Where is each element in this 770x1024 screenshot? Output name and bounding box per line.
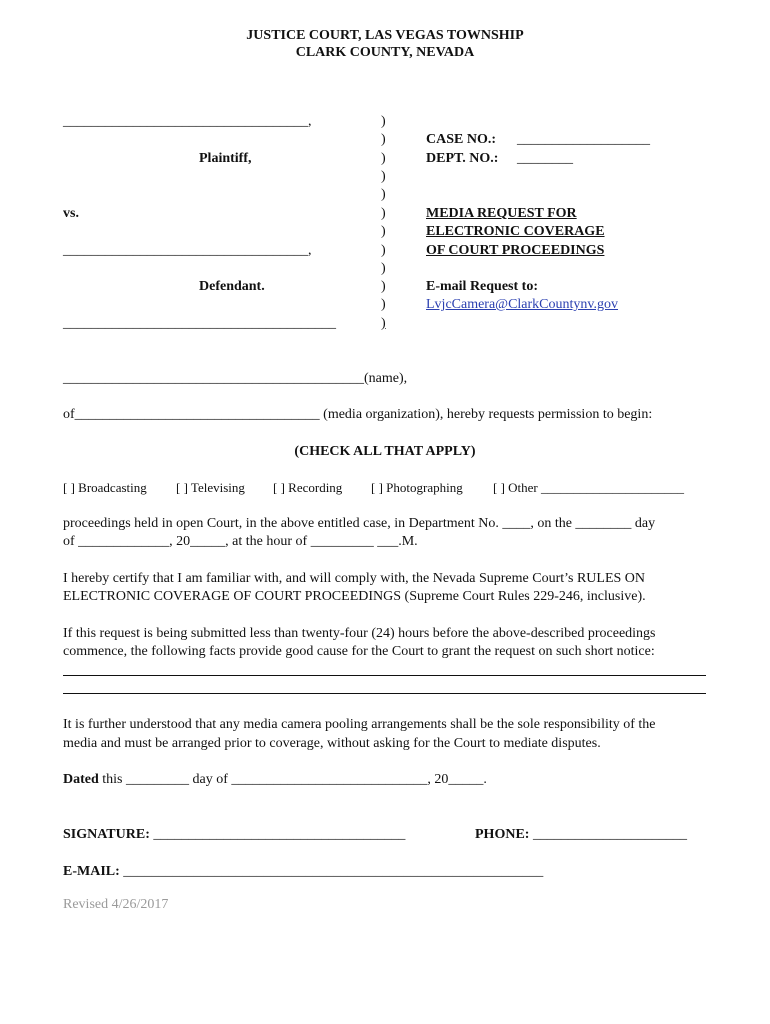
good-cause-field-line2[interactable] xyxy=(63,693,706,694)
signature-label: SIGNATURE: xyxy=(63,827,150,842)
dept-no-field[interactable]: ________ xyxy=(517,151,573,166)
email-line[interactable] xyxy=(63,864,543,880)
short-notice-line2: commence, the following facts provide good cause for the Court to grant the request on such short notice: xyxy=(63,644,655,659)
vs-label: vs. xyxy=(63,206,79,221)
certify-line1: I hereby certify that I am familiar with, and will comply with, the Nevada Supreme Court’s RULES ON xyxy=(63,571,646,586)
requester-name-field[interactable]: ___________________________________________(name), xyxy=(63,371,408,386)
caption-paren: ) xyxy=(381,243,386,258)
form-title-line3: OF COURT PROCEEDINGS xyxy=(426,243,605,258)
media-organization-field[interactable]: of___________________________________ (media organization), hereby requests permission to begin: xyxy=(63,407,653,422)
defendant-label: Defendant. xyxy=(199,279,265,294)
certify-line2: ELECTRONIC COVERAGE OF COURT PROCEEDINGS (Supreme Court Rules 229-246, inclusive). xyxy=(63,589,646,604)
short-notice-line1: If this request is being submitted less than twenty-four (24) hours before the above-described proceedings xyxy=(63,626,656,641)
check-all-heading: (CHECK ALL THAT APPLY) xyxy=(294,444,476,459)
proceedings-line1: proceedings held in open Court, in the above entitled case, in Department No. ____, on the ________ day xyxy=(63,516,656,531)
plaintiff-label: Plaintiff, xyxy=(199,151,252,166)
dated-field[interactable]: this _________ day of ____________________________, 20_____. xyxy=(98,772,487,787)
caption-paren: ) xyxy=(381,151,386,166)
pooling-line2: media and must be arranged prior to coverage, without asking for the Court to mediate disputes. xyxy=(63,736,601,751)
form-title-line1: MEDIA REQUEST FOR xyxy=(426,206,577,221)
option-other-checkbox[interactable]: [ ] Other ______________________ xyxy=(493,480,685,495)
caption-paren: ) xyxy=(381,224,386,239)
caption-paren: ) xyxy=(381,114,386,129)
email-request-label: E-mail Request to: xyxy=(426,279,538,294)
phone-field[interactable]: ______________________ xyxy=(529,827,687,842)
defendant-name-field[interactable]: ___________________________________, xyxy=(63,243,312,258)
caption-paren: ) xyxy=(381,297,386,312)
caption-paren: ) xyxy=(381,279,386,294)
caption-paren: ) xyxy=(381,169,386,184)
email-field[interactable]: ____________________________________________________________ xyxy=(119,864,544,879)
proceedings-line2: of _____________, 20_____, at the hour of _________ ___.M. xyxy=(63,534,418,549)
case-no-label: CASE NO.: xyxy=(426,132,497,147)
pooling-line1: It is further understood that any media camera pooling arrangements shall be the sole responsibility of the xyxy=(63,717,656,732)
dated-line[interactable] xyxy=(63,772,487,788)
signature-line[interactable] xyxy=(63,827,405,843)
good-cause-field-line1[interactable] xyxy=(63,675,706,676)
email-label: E-MAIL: xyxy=(63,864,120,879)
option-recording-checkbox[interactable]: [ ] Recording xyxy=(273,480,343,495)
caption-paren-last: ) xyxy=(381,316,386,331)
dated-label: Dated xyxy=(63,772,99,787)
caption-bottom-line: _______________________________________ xyxy=(63,316,336,331)
plaintiff-name-field[interactable]: ___________________________________, xyxy=(63,114,312,129)
county-name: CLARK COUNTY, NEVADA xyxy=(295,45,475,60)
signature-field[interactable]: ____________________________________ xyxy=(149,827,406,842)
email-request-link[interactable]: LvjcCamera@ClarkCountynv.gov xyxy=(426,297,619,312)
caption-paren: ) xyxy=(381,261,386,276)
case-no-field[interactable]: ___________________ xyxy=(517,132,650,147)
caption-paren: ) xyxy=(381,187,386,202)
option-photographing-checkbox[interactable]: [ ] Photographing xyxy=(371,480,463,495)
revised-date: Revised 4/26/2017 xyxy=(63,897,169,912)
court-name: JUSTICE COURT, LAS VEGAS TOWNSHIP xyxy=(246,28,524,43)
option-broadcasting-checkbox[interactable]: [ ] Broadcasting xyxy=(63,480,147,495)
phone-label: PHONE: xyxy=(475,827,530,842)
form-title-line2: ELECTRONIC COVERAGE xyxy=(426,224,605,239)
option-televising-checkbox[interactable]: [ ] Televising xyxy=(176,480,245,495)
phone-line[interactable] xyxy=(475,827,687,843)
dept-no-label: DEPT. NO.: xyxy=(426,151,499,166)
caption-paren: ) xyxy=(381,132,386,147)
caption-paren: ) xyxy=(381,206,386,221)
